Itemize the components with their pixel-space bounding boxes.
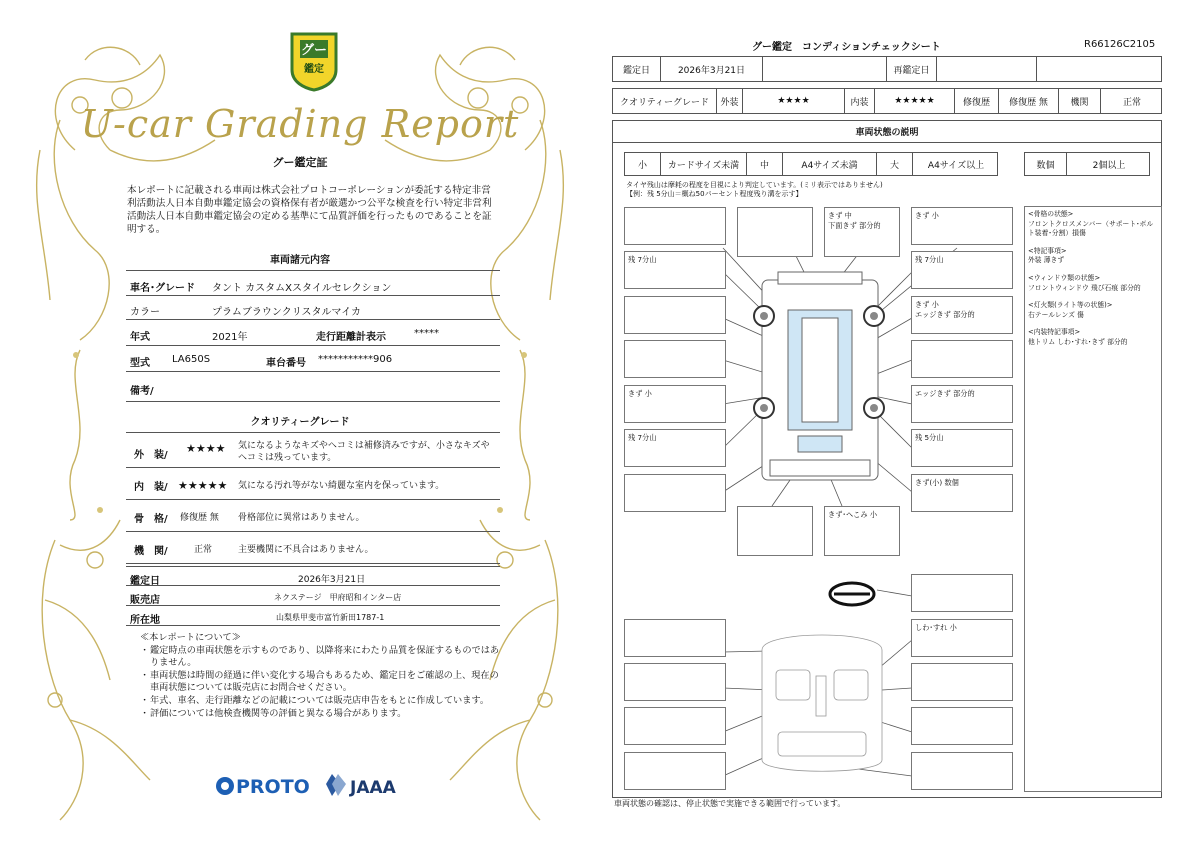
shop-label: 販売店	[130, 595, 160, 606]
engine-text: 主要機関に不具合はありません。	[238, 545, 374, 555]
slot-front-left-upper	[624, 207, 726, 245]
frame-text: 骨格部位に異常はありません。	[238, 513, 365, 523]
model-value: LA650S	[172, 354, 211, 365]
slot-interior-left-4	[624, 752, 726, 790]
ext-stars: ★★★★	[743, 89, 845, 113]
info-row-shop	[126, 586, 500, 606]
note-item: ・ 鑑定時点の車両状態を示すものであり、以降将来にわたり品質を保証するものではありません。	[140, 644, 500, 669]
slot-front-right-upper: きず 小	[911, 207, 1013, 245]
legend-large-desc: A4サイズ以上	[927, 160, 985, 171]
engine-value: 正常	[194, 545, 213, 555]
legend-large: 大	[877, 153, 913, 175]
redate-blank	[1037, 57, 1163, 81]
slot-rear-right: きず(小) 数個	[911, 474, 1013, 512]
spec-row-remarks	[126, 372, 500, 402]
legend-count: 数個	[1025, 153, 1067, 175]
name-label: 車名･グレード	[130, 283, 195, 294]
note-item: ・ 年式、車名、走行距離などの記載については販売店申告をもとに作成しています。	[140, 694, 490, 706]
sheet-footer: 車両状態の確認は、停止状態で実施できる範囲で行っています。	[614, 799, 846, 808]
tire-example: 【例：残 5分山＝概ね50パーセント程度残り溝を示す】	[626, 190, 803, 198]
remarks-label: 備考/	[130, 386, 154, 397]
slot-rear-bumper	[737, 506, 813, 556]
frame-label: 骨 格/	[134, 514, 168, 525]
spec-row-model	[126, 346, 500, 372]
date-value: 2026年3月21日	[298, 575, 366, 585]
address-value: 山梨県甲斐市富竹新田1787-1	[276, 613, 385, 622]
slot-interior-right-3	[911, 707, 1013, 745]
legend-medium-desc: A4サイズ未満	[783, 153, 877, 175]
spec-heading: 車両諸元内容	[270, 255, 330, 266]
slot-left-fender	[624, 296, 726, 334]
slot-interior-left-3	[624, 707, 726, 745]
quality-row-exterior	[126, 432, 500, 468]
slot-rear-left-tire: 残 7分山	[624, 429, 726, 467]
year-label: 年式	[130, 332, 150, 343]
grade-label: クオリティーグレード	[613, 89, 717, 113]
color-value: プラムブラウンクリスタルマイカ	[212, 307, 361, 318]
slot-rear-gate: きず･へこみ 小	[824, 506, 900, 556]
slot-left-rear-door: きず 小	[624, 385, 726, 423]
mileage-value: *****	[414, 328, 439, 339]
slot-interior-right-2	[911, 663, 1013, 701]
legend-medium: 中	[747, 153, 783, 175]
interior-stars: ★★★★★	[178, 479, 228, 492]
legend-count-desc: 2個以上	[1092, 160, 1126, 171]
sponsor-logos	[214, 770, 414, 800]
slot-interior-left-1	[624, 619, 726, 657]
frame-value: 修復歴 無	[180, 513, 219, 523]
engine-value: 正常	[1122, 97, 1141, 108]
exterior-label: 外 装/	[134, 450, 168, 461]
date-blank	[763, 57, 887, 81]
sheet-title: グー鑑定 コンディションチェックシート	[752, 42, 941, 53]
legend-small-desc: カードサイズ未満	[661, 153, 747, 175]
tire-note: タイヤ残山は摩耗の程度を目視により判定しています。(ミリ表示ではありません)	[626, 181, 883, 189]
slot-rear-right-tire: 残 5分山	[911, 429, 1013, 467]
int-label: 内装	[845, 89, 875, 113]
quality-row-engine	[126, 532, 500, 564]
exterior-text: 気になるようなキズやヘコミは補修済みですが、小さなキズやヘコミは残っています。	[238, 441, 490, 463]
slot-front-bumper	[737, 207, 813, 257]
slot-interior-right-4	[911, 752, 1013, 790]
date-table	[612, 56, 1162, 82]
grade-table	[612, 88, 1162, 114]
notes-title: ≪本レポートについて≫	[140, 632, 241, 643]
slot-steering	[911, 574, 1013, 612]
slot-interior-left-2	[624, 663, 726, 701]
legend-small: 小	[625, 153, 661, 175]
quality-grade-heading: クオリティーグレード	[250, 417, 350, 428]
slot-interior-right-1: しわ･すれ 小	[911, 619, 1013, 657]
engine-label: 機関	[1059, 89, 1101, 113]
ext-label: 外装	[717, 89, 743, 113]
year-value: 2021年	[212, 332, 248, 343]
repair-label: 修復歴	[955, 89, 999, 113]
info-row-date	[126, 566, 500, 586]
quality-row-frame	[126, 500, 500, 532]
redate-value	[937, 57, 1037, 81]
condition-check-sheet	[600, 0, 1200, 848]
int-stars: ★★★★★	[875, 89, 955, 113]
note-item: ・ 車両状態は時間の経過に伴い変化する場合もあるため、鑑定日をご確認の上、現在の車両状態については販売店にお問合せください。	[140, 669, 499, 694]
date-label: 鑑定日	[613, 57, 661, 81]
name-value: タント カスタムXスタイルセレクション	[212, 283, 392, 294]
address-label: 所在地	[130, 615, 160, 626]
repair-value: 修復歴 無	[999, 89, 1059, 113]
steering-wheel-icon	[830, 583, 874, 605]
spec-row-color	[126, 296, 500, 320]
slot-right-front-door	[911, 340, 1013, 378]
info-row-address	[126, 606, 500, 626]
date-label: 鑑定日	[130, 576, 160, 587]
exterior-stars: ★★★★	[186, 442, 226, 455]
model-label: 型式	[130, 358, 150, 369]
report-title: U-car Grading Report	[80, 102, 520, 146]
color-label: カラー	[130, 307, 160, 318]
date-value: 2026年3月21日	[661, 57, 763, 81]
svg-text:グー: グー	[300, 43, 328, 58]
slot-right-fender: きず 小 エッジきず 部分的	[911, 296, 1013, 334]
chassis-label: 車台番号	[266, 358, 306, 369]
svg-text:JAAA: JAAA	[350, 778, 396, 798]
report-notes	[140, 632, 500, 720]
redate-label: 再鑑定日	[887, 57, 937, 81]
quality-row-interior	[126, 468, 500, 500]
goo-appraisal-badge	[284, 30, 344, 92]
svg-text:PROTO: PROTO	[236, 776, 310, 798]
count-legend	[1024, 152, 1150, 176]
proto-logo	[214, 770, 414, 800]
document-id: R66126C2105	[1084, 39, 1156, 50]
spec-row-year	[126, 320, 500, 346]
interior-label: 内 装/	[134, 482, 168, 493]
interior-text: 気になる汚れ等がない綺麗な室内を保っています。	[238, 481, 445, 491]
shop-value: ネクステージ 甲府昭和インター店	[274, 593, 402, 602]
slot-hood: きず 中 下面きず 部分的	[824, 207, 900, 257]
certificate-statement: 本レポートに記載される車両は株式会社プロトコーポレーションが委託する特定非営利活動法人日本自動車鑑定協会の資格保有者が厳選かつ公平な検査を行い特定非営利活動法人日本自動車鑑定協会の定める基準にて品質評価を行ったものであることを証明する。	[127, 185, 492, 235]
chassis-value: ***********906	[318, 354, 393, 365]
note-item: ・ 評価については他検査機関等の評価と異なる場合があります。	[140, 707, 407, 719]
state-heading: 車両状態の説明	[613, 121, 1161, 143]
condition-notes: <骨格の状態> フロントクロスメンバー（サポート･ボルト装着･分割）損傷 <特記事項> 外装 薄きず <ウィンドウ類の状態> フロントウィンドウ 飛び石痕 部分的 <灯火類(ライト等の状態)> 右テールレンズ 傷 <内装特記事項> 他トリム しわ･すれ･きず 部分的	[1028, 210, 1154, 346]
size-legend	[624, 152, 998, 176]
certificate-heading: グー鑑定証	[272, 156, 328, 169]
slot-front-left-tire: 残 7分山	[624, 251, 726, 289]
mileage-label: 走行距離計表示	[316, 332, 386, 343]
slot-right-rear-door: エッジきず 部分的	[911, 385, 1013, 423]
slot-left-front-door	[624, 340, 726, 378]
slot-front-right-tire: 残 7分山	[911, 251, 1013, 289]
spec-row-name	[126, 270, 500, 296]
engine-label: 機 関/	[134, 546, 168, 557]
svg-text:鑑定: 鑑定	[304, 64, 324, 75]
slot-rear-left	[624, 474, 726, 512]
